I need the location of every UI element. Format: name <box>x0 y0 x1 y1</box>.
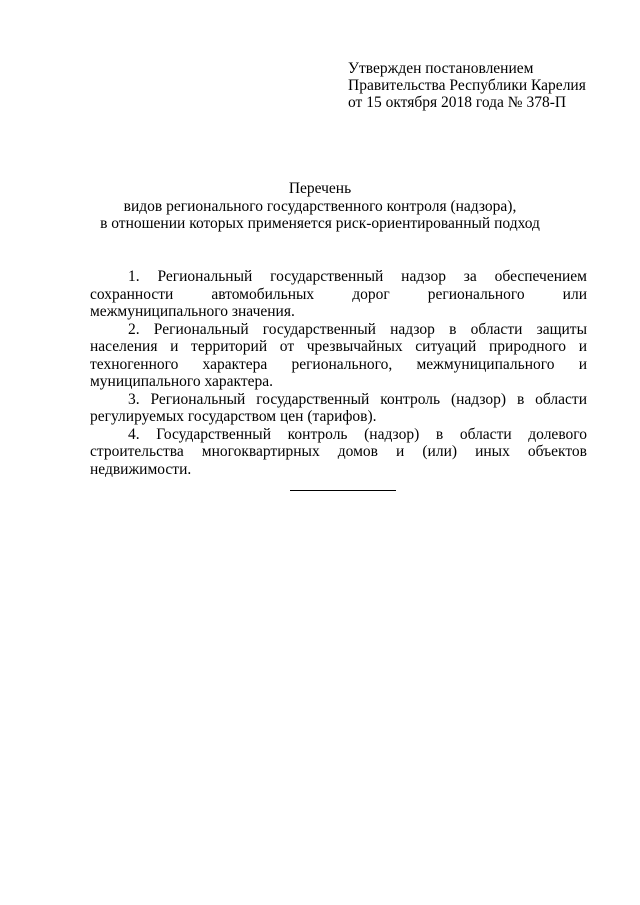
approval-line: от 15 октября 2018 года № 378-П <box>348 94 567 111</box>
title-line: Перечень <box>288 180 352 197</box>
list-of-items <box>90 268 587 478</box>
list-item: 2. Региональный государственный надзор в области защиты населения и территорий от чрезвычайных ситуаций природного и техногенного характера регионального, межмуниципального и муниципального характера. <box>90 320 587 390</box>
title-line: в отношении которых применяется риск-ориентированный подход <box>100 215 540 232</box>
document-title <box>0 180 640 233</box>
list-item: 4. Государственный контроль (надзор) в области долевого строительства многоквартирных домов и (или) иных объектов недвижимости. <box>90 425 587 478</box>
closing-divider <box>290 490 396 491</box>
list-item: 1. Региональный государственный надзор за обеспечением сохранности автомобильных дорог регионального или межмуниципального значения. <box>90 268 587 320</box>
title-line: видов регионального государственного контроля (надзора), <box>123 197 517 215</box>
approval-line: Утвержден постановлением <box>348 60 534 77</box>
approval-stamp <box>348 60 608 111</box>
list-item: 3. Региональный государственный контроль (надзор) в области регулируемых государством цен (тарифов). <box>90 390 587 425</box>
approval-line: Правительства Республики Карелия <box>348 77 586 94</box>
